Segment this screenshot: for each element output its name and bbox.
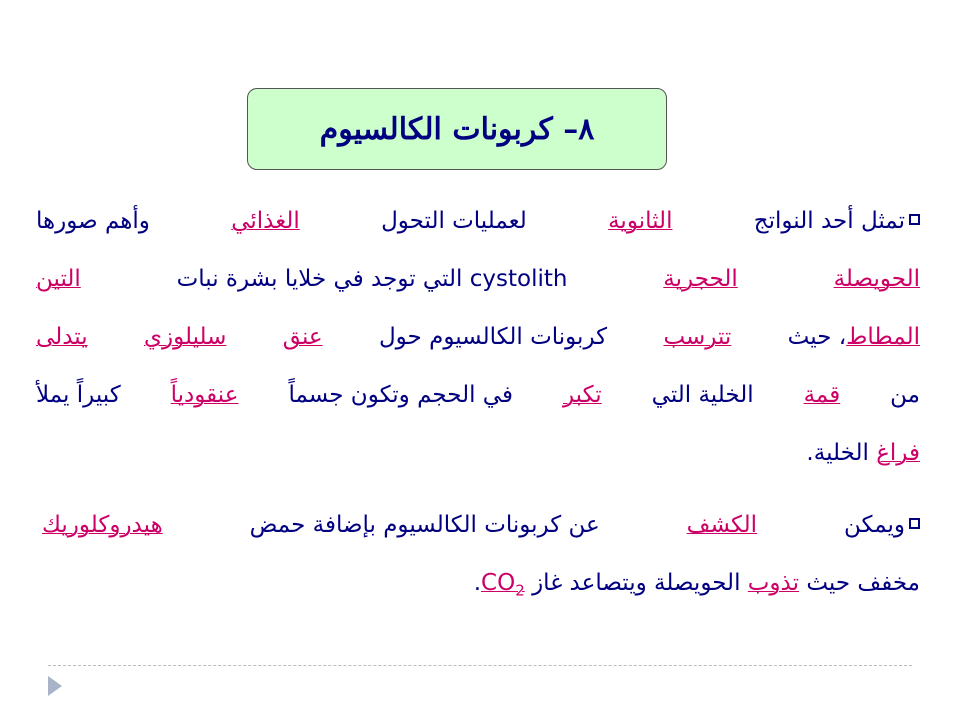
highlighted-term: الحجرية <box>663 266 738 292</box>
highlighted-term: فراغ <box>876 440 920 466</box>
highlighted-term: التين <box>36 266 81 292</box>
highlighted-term: الثانوية <box>608 208 673 234</box>
checkbox-bullet-icon <box>909 214 920 225</box>
text-run: كربونات الكالسيوم حول <box>378 324 608 350</box>
highlighted-term: الحويصلة <box>833 266 920 292</box>
highlighted-term: تذوب <box>747 570 800 596</box>
footer-divider <box>48 665 912 666</box>
paragraph-line <box>36 250 920 308</box>
title-box <box>247 88 667 170</box>
checkbox-bullet-icon <box>909 518 920 529</box>
highlighted-term: يتدلى <box>36 324 88 350</box>
text-run: . <box>473 570 482 596</box>
text-run: عن كربونات الكالسيوم بإضافة حمض <box>249 512 600 538</box>
text-run: من <box>890 382 920 408</box>
paragraph-line <box>42 554 920 612</box>
co2-formula: $CO_2$ <box>481 570 525 600</box>
highlighted-term: تترسب <box>663 324 732 350</box>
highlighted-term: قمة <box>803 382 841 408</box>
paragraph-line <box>36 308 920 366</box>
highlighted-term: عنق <box>282 324 323 350</box>
highlighted-term: هيدروكلوريك <box>42 512 163 538</box>
highlighted-term: المطاط <box>846 324 920 350</box>
text-run: مخفف حيث <box>806 570 920 596</box>
paragraph-2 <box>42 496 920 612</box>
paragraph-line <box>36 192 920 250</box>
text-run: الخلية التي <box>651 382 754 408</box>
next-slide-arrow-icon[interactable] <box>48 676 62 696</box>
text-run: الحويصلة ويتصاعد غاز <box>532 570 741 596</box>
highlighted-term: تكبر <box>562 382 602 408</box>
highlighted-term: سليلوزي <box>143 324 227 350</box>
text-run: في الحجم وتكون جسماً <box>288 382 513 408</box>
text-run: ويمكن <box>843 512 905 538</box>
text-run: كبيراً يملأ <box>36 382 121 408</box>
text-run: لعمليات التحول <box>381 208 527 234</box>
text-run: تمثل أحد النواتج <box>753 208 905 234</box>
text-run: الخلية. <box>806 440 869 466</box>
text-run: cystolith التي توجد في خلايا بشرة نبات <box>176 266 568 292</box>
text-run: ، حيث <box>787 324 847 350</box>
paragraph-line <box>36 366 920 424</box>
paragraph-line <box>42 496 920 554</box>
highlighted-term: عنقودياً <box>170 382 239 408</box>
paragraph-1 <box>36 192 920 482</box>
highlighted-term: الكشف <box>686 512 758 538</box>
slide-title: ٨– كربونات الكالسيوم <box>319 111 595 147</box>
highlighted-term: الغذائي <box>231 208 300 234</box>
text-run: وأهم صورها <box>36 208 150 234</box>
paragraph-line <box>36 424 920 482</box>
